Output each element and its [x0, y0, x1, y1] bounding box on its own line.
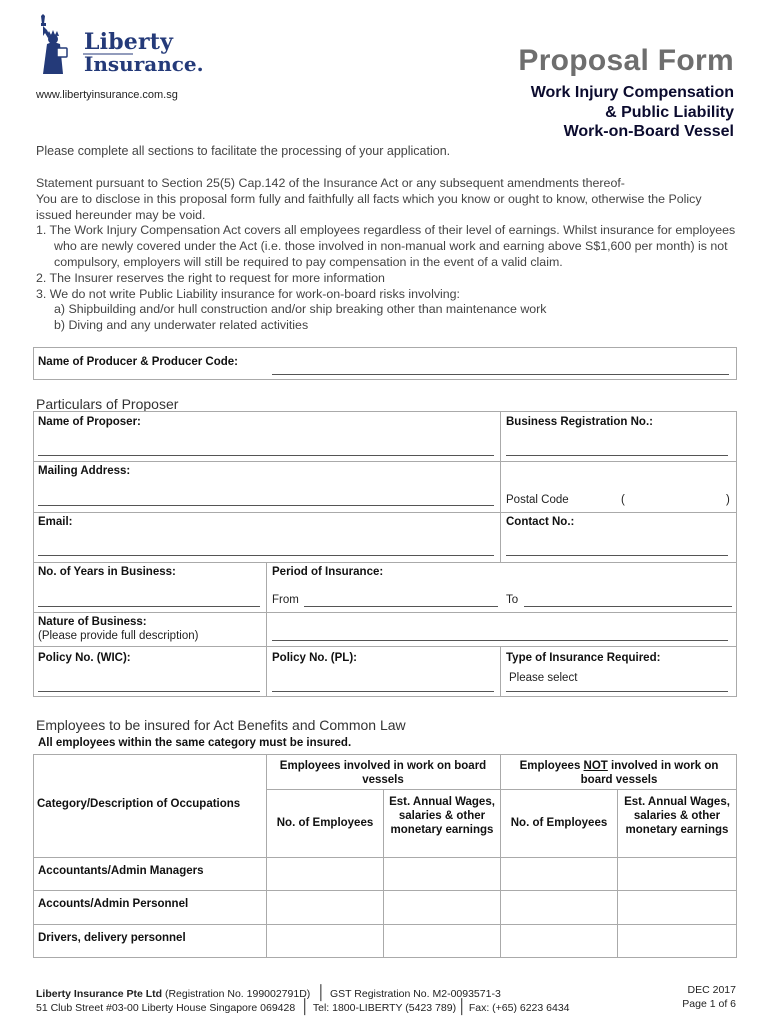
- footer-separator: │: [301, 998, 310, 1014]
- divider: [33, 562, 737, 563]
- footer-separator: │: [458, 998, 467, 1014]
- divider: [33, 461, 737, 462]
- nature-input[interactable]: [272, 640, 728, 641]
- header-wages-not-involved: Est. Annual Wages, salaries & other monetary earnings: [624, 796, 730, 836]
- address-input[interactable]: [38, 505, 494, 506]
- footer-company: Liberty Insurance Pte Ltd: [36, 988, 163, 1000]
- divider: [33, 612, 737, 613]
- statement-item3: 3. We do not write Public Liability insurance for work-on-board risks involving:: [36, 286, 460, 301]
- email-input[interactable]: [38, 555, 494, 556]
- header-num-involved: No. of Employees: [276, 817, 374, 829]
- policy-pl-input[interactable]: [272, 691, 494, 692]
- from-label: From: [272, 594, 299, 606]
- header-not-prefix: Employees: [519, 760, 584, 772]
- statement-block: [36, 176, 736, 334]
- brn-input[interactable]: [506, 455, 728, 456]
- contact-input[interactable]: [506, 555, 728, 556]
- postal-close-paren: ): [726, 494, 730, 506]
- subtitle-line2: & Public Liability: [605, 104, 734, 121]
- footer-separator: │: [317, 984, 326, 1000]
- proposer-name-label: Name of Proposer:: [38, 416, 141, 428]
- type-select-underline: [506, 691, 728, 692]
- footer-reg: (Registration No. 199002791D): [162, 988, 311, 1000]
- subtitle-line1: Work Injury Compensation: [530, 84, 734, 101]
- nature-label: Nature of Business:: [38, 616, 147, 628]
- producer-input[interactable]: [272, 374, 729, 375]
- footer-address: 51 Club Street #03-00 Liberty House Singapore 069428: [36, 1002, 296, 1014]
- divider: [33, 512, 737, 513]
- nature-hint: (Please provide full description): [38, 630, 199, 642]
- statement-item3a: a) Shipbuilding and/or hull construction and/or ship breaking other than maintenance work: [54, 302, 547, 317]
- divider: [266, 562, 267, 697]
- divider: [500, 646, 501, 697]
- address-label: Mailing Address:: [38, 465, 131, 477]
- footer-line2: [36, 998, 570, 1014]
- footer-gst: GST Registration No. M2-0093571-3: [329, 988, 501, 1000]
- page-title: Proposal Form: [518, 44, 734, 77]
- producer-label: Name of Producer & Producer Code:: [38, 356, 239, 368]
- statement-line2: You are to disclose in this proposal form fully and faithfully all facts which you know or ought to know, otherwise the Policy issued hereunder may be void.: [36, 191, 702, 222]
- statement-item2: 2. The Insurer reserves the right to request for more information: [36, 270, 385, 285]
- policy-wic-label: Policy No. (WIC):: [38, 652, 131, 664]
- section-title-proposer: Particulars of Proposer: [36, 396, 179, 412]
- period-from-input[interactable]: [304, 606, 498, 607]
- type-select[interactable]: Please select: [509, 672, 578, 684]
- contact-label: Contact No.:: [506, 516, 575, 528]
- period-label: Period of Insurance:: [272, 566, 384, 578]
- footer-tel: Tel: 1800-LIBERTY (5423 789): [312, 1002, 457, 1014]
- header-wages-involved: Est. Annual Wages, salaries & other monetary earnings: [389, 796, 495, 836]
- years-label: No. of Years in Business:: [38, 566, 176, 578]
- to-label: To: [506, 594, 519, 606]
- footer-fax: Fax: (+65) 6223 6434: [468, 1002, 570, 1014]
- divider: [266, 789, 737, 790]
- email-label: Email:: [38, 516, 73, 528]
- brn-label: Business Registration No.:: [506, 416, 653, 428]
- divider: [33, 646, 737, 647]
- row1-num-involved-input[interactable]: [267, 858, 382, 889]
- years-input[interactable]: [38, 606, 260, 607]
- divider: [500, 754, 501, 958]
- row1-num-not-involved-input[interactable]: [501, 858, 616, 889]
- postal-code-label: Postal Code: [506, 494, 569, 506]
- intro-text: Please complete all sections to facilitate the processing of your application.: [36, 144, 451, 158]
- header-involved: Employees involved in work on board vessels: [279, 760, 487, 786]
- header-not-involved: [504, 759, 734, 787]
- divider: [266, 754, 267, 958]
- header-not-emphasis: NOT: [583, 760, 608, 772]
- proposer-name-input[interactable]: [38, 455, 494, 456]
- type-label: Type of Insurance Required:: [506, 652, 661, 664]
- divider: [33, 890, 737, 891]
- footer-date: DEC 2017: [687, 984, 736, 996]
- postal-open-paren: (: [621, 494, 625, 506]
- divider: [33, 924, 737, 925]
- website-link[interactable]: www.libertyinsurance.com.sg: [36, 89, 178, 101]
- row1-wages-not-involved-input[interactable]: [618, 858, 736, 889]
- section-title-employees: Employees to be insured for Act Benefits and Common Law: [36, 717, 406, 733]
- table-row: Drivers, delivery personnel: [38, 932, 186, 944]
- statement-item3b: b) Diving and any underwater related activities: [54, 318, 309, 333]
- statement-item1: 1. The Work Injury Compensation Act covers all employees regardless of their level of earnings. Whilst insurance for employees who are newly covered under the Act (i.e. those involved in non-manual work and earning above S$1,600 per month) is not compulsory, employers will still be required to pay compensation in the event of a valid claim.: [36, 223, 736, 269]
- divider: [500, 512, 501, 562]
- brand-name-line1: Liberty: [84, 29, 174, 55]
- employees-note: All employees within the same category must be insured.: [38, 737, 352, 749]
- row1-wages-involved-input[interactable]: [384, 858, 499, 889]
- postal-code-input[interactable]: [632, 494, 724, 508]
- policy-wic-input[interactable]: [38, 691, 260, 692]
- header-not-suffix: involved in work on board vessels: [580, 760, 719, 786]
- policy-pl-label: Policy No. (PL):: [272, 652, 357, 664]
- footer-page: Page 1 of 6: [682, 998, 736, 1010]
- period-to-input[interactable]: [524, 606, 732, 607]
- subtitle-line3: Work-on-Board Vessel: [563, 123, 734, 140]
- statement-line1: Statement pursuant to Section 25(5) Cap.142 of the Insurance Act or any subsequent amendments thereof-: [36, 176, 625, 190]
- table-row: Accountants/Admin Managers: [38, 865, 204, 877]
- header-num-not-involved: No. of Employees: [510, 817, 608, 829]
- brand-name-line2: Insurance.: [84, 52, 204, 76]
- table-row: Accounts/Admin Personnel: [38, 898, 189, 910]
- header-category: Category/Description of Occupations: [37, 798, 241, 810]
